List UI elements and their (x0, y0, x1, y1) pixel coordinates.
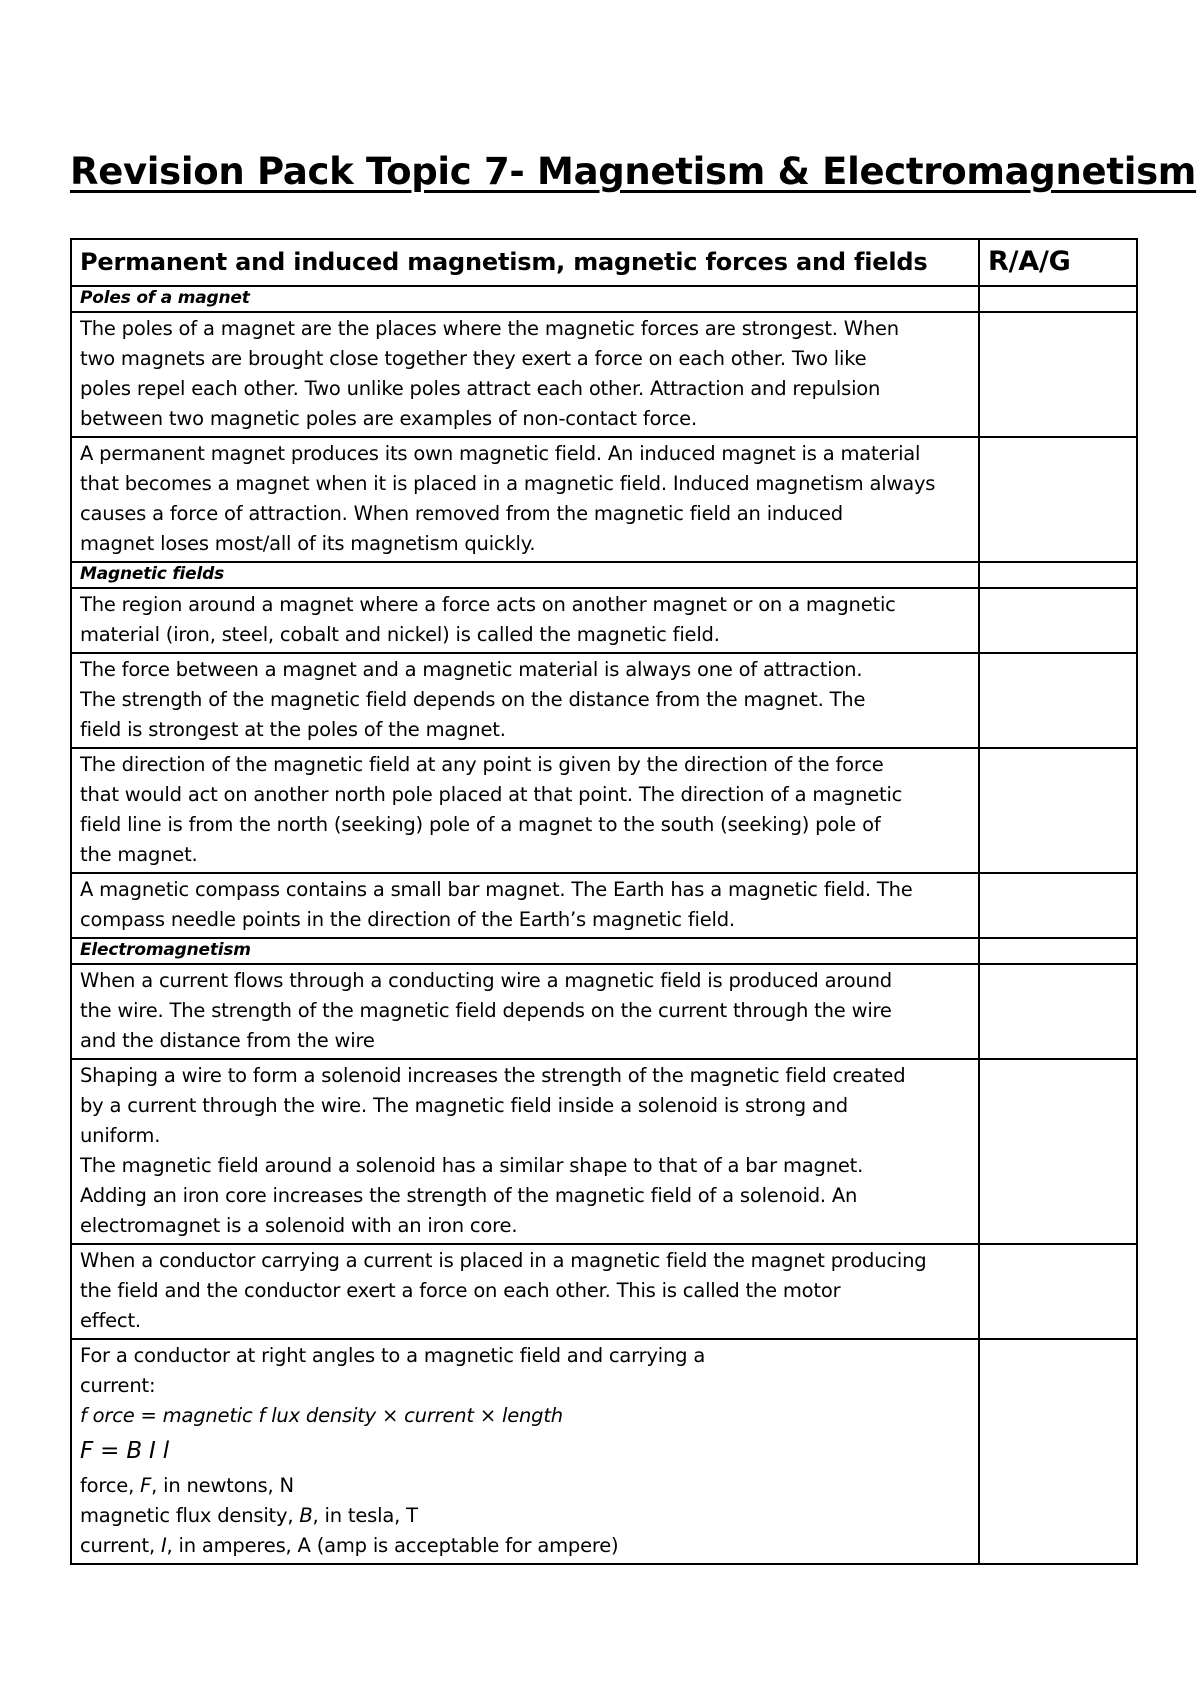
rag-cell[interactable] (979, 312, 1137, 437)
rag-cell[interactable] (979, 873, 1137, 938)
rag-cell[interactable] (979, 653, 1137, 748)
topic-header: Permanent and induced magnetism, magnetic forces and fields (71, 239, 979, 286)
rag-cell[interactable] (979, 1244, 1137, 1339)
page-title: Revision Pack Topic 7- Magnetism & Electromagnetism (70, 150, 1197, 193)
statement-cell: When a conductor carrying a current is placed in a magnetic field the magnet producing the field and the conductor exert a force on each other. This is called the motor effect. (71, 1244, 979, 1339)
table-row (71, 964, 1137, 1059)
statement-cell: Shaping a wire to form a solenoid increases the strength of the magnetic field created by a current through the wire. The magnetic field inside a solenoid is strong and uniform. The magnetic field around a solenoid has a similar shape to that of a bar magnet. Adding an iron core increases the strength of the magnetic field of a solenoid. An electromagnet is a solenoid with an iron core. (71, 1059, 979, 1244)
section-heading-row (71, 286, 1137, 312)
table-row (71, 588, 1137, 653)
section-heading-row (71, 562, 1137, 588)
statement-cell: A magnetic compass contains a small bar magnet. The Earth has a magnetic field. The compass needle points in the direction of the Earth’s magnetic field. (71, 873, 979, 938)
rag-cell[interactable] (979, 1339, 1137, 1564)
rag-cell[interactable] (979, 286, 1137, 312)
statement-cell: The poles of a magnet are the places where the magnetic forces are strongest. When two magnets are brought close together they exert a force on each other. Two like poles repel each other. Two unlike poles attract each other. Attraction and repulsion between two magnetic poles are examples of non-contact force. (71, 312, 979, 437)
rag-header: R/A/G (979, 239, 1137, 286)
formula-row (71, 1339, 1137, 1564)
formula-cell (71, 1339, 979, 1564)
rag-cell[interactable] (979, 437, 1137, 562)
unit-line-current: current, I, in amperes, A (amp is acceptable for ampere) (80, 1534, 619, 1557)
table-header-row (71, 239, 1137, 286)
rag-cell[interactable] (979, 748, 1137, 873)
table-row (71, 873, 1137, 938)
rag-checklist-table (70, 238, 1138, 1565)
section-heading: Electromagnetism (71, 938, 979, 964)
symbol-equation: F = B I l (80, 1438, 169, 1464)
section-heading: Poles of a magnet (71, 286, 979, 312)
section-heading-row (71, 938, 1137, 964)
statement-cell: The direction of the magnetic field at any point is given by the direction of the force that would act on another north pole placed at that point. The direction of a magnetic field line is from the north (seeking) pole of a magnet to the south (seeking) pole of the magnet. (71, 748, 979, 873)
rag-cell[interactable] (979, 938, 1137, 964)
word-equation: f orce = magnetic f lux density × current × length (80, 1404, 563, 1427)
table-row (71, 653, 1137, 748)
rag-cell[interactable] (979, 588, 1137, 653)
unit-line-force: force, F, in newtons, N (80, 1474, 294, 1497)
table-row (71, 1244, 1137, 1339)
statement-cell: The region around a magnet where a force acts on another magnet or on a magnetic material (iron, steel, cobalt and nickel) is called the magnetic field. (71, 588, 979, 653)
rag-cell[interactable] (979, 1059, 1137, 1244)
rag-cell[interactable] (979, 562, 1137, 588)
table-row (71, 748, 1137, 873)
table-row (71, 437, 1137, 562)
statement-cell: A permanent magnet produces its own magnetic field. An induced magnet is a material that becomes a magnet when it is placed in a magnetic field. Induced magnetism always causes a force of attraction. When removed from the magnetic field an induced magnet loses most/all of its magnetism quickly. (71, 437, 979, 562)
unit-line-flux-density: magnetic flux density, B, in tesla, T (80, 1504, 418, 1527)
section-heading: Magnetic fields (71, 562, 979, 588)
statement-cell: The force between a magnet and a magnetic material is always one of attraction. The strength of the magnetic field depends on the distance from the magnet. The field is strongest at the poles of the magnet. (71, 653, 979, 748)
statement-cell: When a current flows through a conducting wire a magnetic field is produced around the wire. The strength of the magnetic field depends on the current through the wire and the distance from the wire (71, 964, 979, 1059)
table-row (71, 1059, 1137, 1244)
table-row (71, 312, 1137, 437)
rag-cell[interactable] (979, 964, 1137, 1059)
formula-intro: For a conductor at right angles to a magnetic field and carrying a current: (80, 1344, 706, 1397)
